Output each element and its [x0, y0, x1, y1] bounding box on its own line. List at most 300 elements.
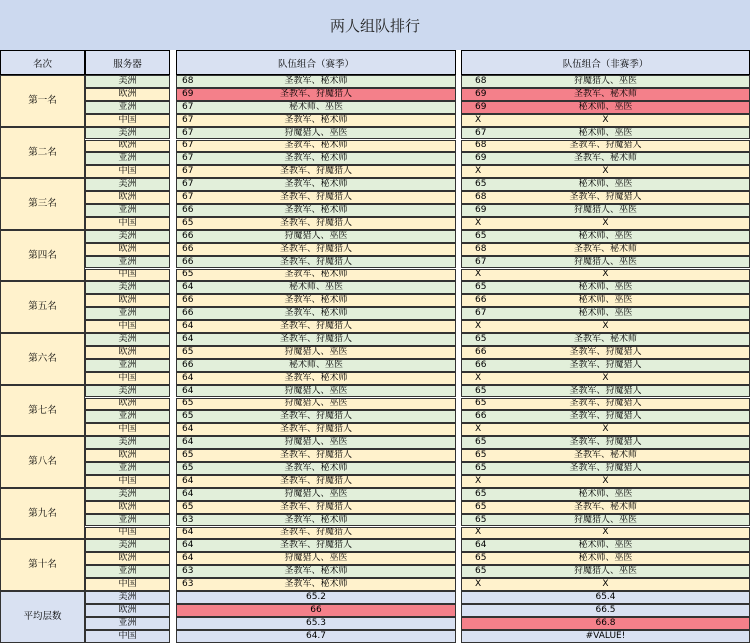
season-team: 圣教军、狩魔猎人: [279, 540, 352, 551]
offseason-team: 圣教军、秘术师: [573, 243, 637, 254]
offseason-score: 65: [475, 566, 487, 577]
offseason-score: 65: [475, 501, 487, 512]
season-cell[interactable]: [176, 217, 456, 230]
season-score: 67: [182, 114, 194, 125]
season-score: 64: [182, 282, 194, 293]
offseason-team: 秘术师、巫医: [578, 282, 633, 293]
season-score: 63: [182, 566, 194, 577]
season-score: 65: [182, 398, 194, 409]
season-score: 64: [182, 553, 194, 564]
offseason-score: 65: [475, 333, 487, 344]
season-score: 63: [182, 579, 194, 590]
offseason-score: X: [475, 475, 482, 486]
season-cell[interactable]: [176, 436, 456, 449]
offseason-team: 秘术师、巫医: [578, 553, 633, 564]
offseason-cell[interactable]: [461, 230, 750, 243]
offseason-score: 69: [475, 88, 487, 99]
server-cell[interactable]: 中国: [85, 165, 170, 178]
average-season-value[interactable]: 64.7: [176, 630, 456, 643]
season-team: 圣教军、秘术师: [284, 566, 348, 577]
season-cell[interactable]: [176, 346, 456, 359]
season-cell[interactable]: [176, 410, 456, 423]
offseason-cell[interactable]: [461, 527, 750, 540]
server-cell[interactable]: 中国: [85, 578, 170, 591]
offseason-cell[interactable]: [461, 269, 750, 282]
offseason-cell[interactable]: [461, 436, 750, 449]
season-score: 64: [182, 437, 194, 448]
offseason-score: 67: [475, 308, 487, 319]
offseason-team: 圣教军、秘术师: [573, 333, 637, 344]
header-rank[interactable]: 名次: [0, 50, 85, 75]
server-cell[interactable]: 亚洲: [85, 410, 170, 423]
server-cell[interactable]: 中国: [85, 423, 170, 436]
server-cell[interactable]: 亚洲: [85, 101, 170, 114]
offseason-team: 圣教军、狩魔猎人: [569, 462, 642, 473]
header-server[interactable]: 服务器: [85, 50, 170, 75]
season-team: 秘术师、巫医: [288, 282, 343, 293]
season-team: 狩魔猎人、巫医: [284, 437, 348, 448]
season-score: 66: [182, 256, 194, 267]
server-cell[interactable]: 亚洲: [85, 565, 170, 578]
server-cell[interactable]: 欧洲: [85, 88, 170, 101]
server-cell[interactable]: 亚洲: [85, 514, 170, 527]
season-cell[interactable]: [176, 514, 456, 527]
season-score: 66: [182, 243, 194, 254]
offseason-score: 65: [475, 385, 487, 396]
server-cell[interactable]: 亚洲: [85, 462, 170, 475]
offseason-score: 68: [475, 75, 487, 86]
season-cell[interactable]: [176, 449, 456, 462]
average-season-value[interactable]: 65.3: [176, 617, 456, 630]
season-score: 67: [182, 127, 194, 138]
season-cell[interactable]: [176, 578, 456, 591]
offseason-cell[interactable]: [461, 217, 750, 230]
season-cell[interactable]: [176, 552, 456, 565]
offseason-score: 65: [475, 462, 487, 473]
season-score: 69: [182, 88, 194, 99]
season-cell[interactable]: [176, 423, 456, 436]
server-cell[interactable]: 亚洲: [85, 256, 170, 269]
offseason-cell[interactable]: [461, 501, 750, 514]
server-cell[interactable]: 欧洲: [85, 191, 170, 204]
offseason-cell[interactable]: [461, 127, 750, 140]
offseason-cell[interactable]: [461, 346, 750, 359]
season-score: 66: [182, 308, 194, 319]
server-cell[interactable]: 欧洲: [85, 140, 170, 153]
season-team: 狩魔猎人、巫医: [284, 488, 348, 499]
season-team: 圣教军、狩魔猎人: [279, 450, 352, 461]
rank-label[interactable]: 第六名: [0, 333, 85, 385]
offseason-score: 64: [475, 540, 487, 551]
offseason-team: 狩魔猎人、巫医: [573, 204, 637, 215]
season-score: 64: [182, 321, 194, 332]
offseason-score: 65: [475, 488, 487, 499]
header-season[interactable]: 队伍组合（赛季）: [176, 50, 456, 75]
season-cell[interactable]: [176, 294, 456, 307]
offseason-cell[interactable]: [461, 256, 750, 269]
season-score: 66: [182, 295, 194, 306]
season-team: 秘术师、巫医: [288, 359, 343, 370]
offseason-cell[interactable]: [461, 462, 750, 475]
offseason-cell[interactable]: [461, 423, 750, 436]
offseason-score: 65: [475, 398, 487, 409]
season-team: 圣教军、秘术师: [284, 579, 348, 590]
season-cell[interactable]: [176, 398, 456, 411]
offseason-team: X: [602, 579, 609, 590]
offseason-score: 66: [475, 346, 487, 357]
season-team: 圣教军、狩魔猎人: [279, 217, 352, 228]
offseason-cell[interactable]: [461, 75, 750, 88]
season-score: 64: [182, 385, 194, 396]
season-cell[interactable]: [176, 88, 456, 101]
average-server-cell[interactable]: 亚洲: [85, 617, 170, 630]
season-team: 狩魔猎人、巫医: [284, 385, 348, 396]
server-cell[interactable]: 美洲: [85, 281, 170, 294]
average-season-value[interactable]: 66: [176, 604, 456, 617]
offseason-cell[interactable]: [461, 488, 750, 501]
season-team: 圣教军、狩魔猎人: [279, 424, 352, 435]
offseason-team: X: [602, 527, 609, 538]
offseason-score: 65: [475, 437, 487, 448]
season-team: 圣教军、狩魔猎人: [279, 256, 352, 267]
season-team: 圣教军、秘术师: [284, 114, 348, 125]
average-server-cell[interactable]: 中国: [85, 630, 170, 643]
server-cell[interactable]: 中国: [85, 217, 170, 230]
offseason-team: 狩魔猎人、巫医: [573, 514, 637, 525]
offseason-cell[interactable]: [461, 552, 750, 565]
average-offseason-value[interactable]: 66.5: [461, 604, 750, 617]
offseason-score: 68: [475, 243, 487, 254]
season-cell[interactable]: [176, 307, 456, 320]
average-season-value[interactable]: 65.2: [176, 591, 456, 604]
offseason-cell[interactable]: [461, 88, 750, 101]
season-team: 圣教军、狩魔猎人: [279, 321, 352, 332]
season-cell[interactable]: [176, 75, 456, 88]
server-cell[interactable]: 美洲: [85, 488, 170, 501]
offseason-score: X: [475, 579, 482, 590]
offseason-team: 圣教军、狩魔猎人: [569, 437, 642, 448]
season-team: 狩魔猎人、巫医: [284, 398, 348, 409]
season-score: 64: [182, 527, 194, 538]
offseason-cell[interactable]: [461, 243, 750, 256]
season-score: 65: [182, 501, 194, 512]
offseason-team: 圣教军、狩魔猎人: [569, 359, 642, 370]
season-team: 圣教军、狩魔猎人: [279, 166, 352, 177]
server-cell[interactable]: 美洲: [85, 385, 170, 398]
offseason-score: 69: [475, 101, 487, 112]
season-cell[interactable]: [176, 385, 456, 398]
rank-label[interactable]: 第五名: [0, 281, 85, 333]
season-score: 67: [182, 179, 194, 190]
average-server-cell[interactable]: 欧洲: [85, 604, 170, 617]
server-cell[interactable]: 中国: [85, 320, 170, 333]
offseason-score: 66: [475, 411, 487, 422]
season-cell[interactable]: [176, 165, 456, 178]
offseason-cell[interactable]: [461, 578, 750, 591]
offseason-team: 圣教军、秘术师: [573, 153, 637, 164]
offseason-cell[interactable]: [461, 152, 750, 165]
season-team: 圣教军、秘术师: [284, 514, 348, 525]
offseason-score: 67: [475, 127, 487, 138]
offseason-score: 65: [475, 282, 487, 293]
offseason-cell[interactable]: [461, 101, 750, 114]
season-team: 圣教军、秘术师: [284, 295, 348, 306]
season-cell[interactable]: [176, 101, 456, 114]
server-cell[interactable]: 欧洲: [85, 398, 170, 411]
rank-label[interactable]: 第二名: [0, 127, 85, 179]
season-team: 圣教军、狩魔猎人: [279, 333, 352, 344]
offseason-team: 狩魔猎人、巫医: [573, 256, 637, 267]
season-cell[interactable]: [176, 256, 456, 269]
offseason-team: 圣教军、狩魔猎人: [569, 411, 642, 422]
season-score: 64: [182, 540, 194, 551]
season-score: 64: [182, 333, 194, 344]
season-team: 狩魔猎人、巫医: [284, 346, 348, 357]
offseason-score: X: [475, 372, 482, 383]
season-score: 67: [182, 153, 194, 164]
offseason-score: 65: [475, 450, 487, 461]
season-team: 秘术师、巫医: [288, 101, 343, 112]
offseason-score: 68: [475, 140, 487, 151]
server-cell[interactable]: 欧洲: [85, 552, 170, 565]
server-cell[interactable]: 欧洲: [85, 449, 170, 462]
season-cell[interactable]: [176, 281, 456, 294]
season-team: 圣教军、狩魔猎人: [279, 411, 352, 422]
offseason-team: 圣教军、秘术师: [573, 88, 637, 99]
offseason-team: X: [602, 372, 609, 383]
season-cell[interactable]: [176, 527, 456, 540]
server-cell[interactable]: 美洲: [85, 230, 170, 243]
season-score: 67: [182, 166, 194, 177]
average-offseason-value[interactable]: 66.8: [461, 617, 750, 630]
offseason-score: X: [475, 166, 482, 177]
offseason-score: 66: [475, 295, 487, 306]
season-score: 65: [182, 450, 194, 461]
rank-label[interactable]: 第十名: [0, 539, 85, 591]
offseason-team: X: [602, 321, 609, 332]
offseason-team: 圣教军、秘术师: [573, 501, 637, 512]
offseason-score: 65: [475, 553, 487, 564]
server-cell[interactable]: 中国: [85, 527, 170, 540]
season-score: 66: [182, 230, 194, 241]
season-cell[interactable]: [176, 127, 456, 140]
rank-label[interactable]: 第八名: [0, 436, 85, 488]
server-cell[interactable]: 亚洲: [85, 204, 170, 217]
offseason-cell[interactable]: [461, 114, 750, 127]
offseason-score: 65: [475, 179, 487, 190]
offseason-team: 圣教军、狩魔猎人: [569, 192, 642, 203]
offseason-score: X: [475, 424, 482, 435]
season-score: 64: [182, 475, 194, 486]
season-team: 圣教军、秘术师: [284, 153, 348, 164]
rank-label[interactable]: 第四名: [0, 230, 85, 282]
offseason-cell[interactable]: [461, 294, 750, 307]
offseason-team: X: [602, 269, 609, 280]
offseason-team: 秘术师、巫医: [578, 127, 633, 138]
season-score: 67: [182, 101, 194, 112]
offseason-team: 圣教军、狩魔猎人: [569, 140, 642, 151]
server-cell[interactable]: 欧洲: [85, 294, 170, 307]
season-score: 65: [182, 462, 194, 473]
offseason-team: 秘术师、巫医: [578, 295, 633, 306]
offseason-team: 秘术师、巫医: [578, 488, 633, 499]
season-cell[interactable]: [176, 140, 456, 153]
season-team: 狩魔猎人、巫医: [284, 127, 348, 138]
offseason-team: 圣教军、狩魔猎人: [569, 346, 642, 357]
offseason-cell[interactable]: [461, 204, 750, 217]
offseason-cell[interactable]: [461, 514, 750, 527]
season-cell[interactable]: [176, 191, 456, 204]
season-team: 圣教军、秘术师: [284, 179, 348, 190]
server-cell[interactable]: 亚洲: [85, 359, 170, 372]
offseason-team: X: [602, 424, 609, 435]
offseason-score: 69: [475, 204, 487, 215]
offseason-cell[interactable]: [461, 475, 750, 488]
season-cell[interactable]: [176, 114, 456, 127]
season-score: 64: [182, 424, 194, 435]
season-score: 65: [182, 217, 194, 228]
season-team: 圣教军、秘术师: [284, 75, 348, 86]
rank-label[interactable]: 第七名: [0, 385, 85, 437]
offseason-cell[interactable]: [461, 565, 750, 578]
offseason-score: X: [475, 217, 482, 228]
offseason-score: 68: [475, 192, 487, 203]
offseason-team: X: [602, 166, 609, 177]
season-team: 狩魔猎人、巫医: [284, 230, 348, 241]
season-score: 68: [182, 75, 194, 86]
offseason-cell[interactable]: [461, 165, 750, 178]
offseason-score: 65: [475, 514, 487, 525]
server-cell[interactable]: 欧洲: [85, 501, 170, 514]
offseason-cell[interactable]: [461, 398, 750, 411]
season-team: 狩魔猎人、巫医: [284, 553, 348, 564]
offseason-score: 67: [475, 256, 487, 267]
season-score: 63: [182, 514, 194, 525]
season-score: 67: [182, 192, 194, 203]
season-cell[interactable]: [176, 178, 456, 191]
server-cell[interactable]: 美洲: [85, 436, 170, 449]
server-cell[interactable]: 美洲: [85, 127, 170, 140]
average-label[interactable]: 平均层数: [0, 591, 85, 643]
season-cell[interactable]: [176, 230, 456, 243]
season-cell[interactable]: [176, 359, 456, 372]
offseason-score: X: [475, 269, 482, 280]
offseason-cell[interactable]: [461, 539, 750, 552]
server-cell[interactable]: 亚洲: [85, 152, 170, 165]
season-team: 圣教军、秘术师: [284, 462, 348, 473]
season-cell[interactable]: [176, 501, 456, 514]
season-team: 圣教军、狩魔猎人: [279, 88, 352, 99]
offseason-cell[interactable]: [461, 307, 750, 320]
offseason-team: X: [602, 217, 609, 228]
season-cell[interactable]: [176, 488, 456, 501]
offseason-team: X: [602, 475, 609, 486]
offseason-score: 65: [475, 230, 487, 241]
offseason-team: X: [602, 114, 609, 125]
offseason-cell[interactable]: [461, 178, 750, 191]
offseason-cell[interactable]: [461, 140, 750, 153]
season-team: 圣教军、秘术师: [284, 372, 348, 383]
season-team: 圣教军、秘术师: [284, 269, 348, 280]
season-cell[interactable]: [176, 204, 456, 217]
season-cell[interactable]: [176, 333, 456, 346]
offseason-team: 圣教军、狩魔猎人: [569, 385, 642, 396]
offseason-cell[interactable]: [461, 372, 750, 385]
offseason-team: 圣教军、秘术师: [573, 450, 637, 461]
season-team: 圣教军、狩魔猎人: [279, 475, 352, 486]
offseason-cell[interactable]: [461, 320, 750, 333]
season-score: 65: [182, 346, 194, 357]
offseason-cell[interactable]: [461, 385, 750, 398]
season-cell[interactable]: [176, 475, 456, 488]
season-cell[interactable]: [176, 320, 456, 333]
season-cell[interactable]: [176, 243, 456, 256]
season-cell[interactable]: [176, 372, 456, 385]
rank-label[interactable]: 第三名: [0, 178, 85, 230]
offseason-cell[interactable]: [461, 191, 750, 204]
server-cell[interactable]: 中国: [85, 269, 170, 282]
server-cell[interactable]: 中国: [85, 372, 170, 385]
season-team: 圣教军、狩魔猎人: [279, 501, 352, 512]
season-cell[interactable]: [176, 462, 456, 475]
season-team: 圣教军、秘术师: [284, 308, 348, 319]
offseason-score: X: [475, 114, 482, 125]
offseason-cell[interactable]: [461, 359, 750, 372]
offseason-cell[interactable]: [461, 449, 750, 462]
offseason-team: 狩魔猎人、巫医: [573, 566, 637, 577]
season-score: 67: [182, 140, 194, 151]
server-cell[interactable]: 欧洲: [85, 346, 170, 359]
average-offseason-value[interactable]: #VALUE!: [461, 630, 750, 643]
season-cell[interactable]: [176, 152, 456, 165]
season-score: 66: [182, 204, 194, 215]
season-score: 66: [182, 359, 194, 370]
offseason-score: X: [475, 321, 482, 332]
season-team: 圣教军、狩魔猎人: [279, 243, 352, 254]
season-team: 圣教军、秘术师: [284, 204, 348, 215]
server-cell[interactable]: 中国: [85, 475, 170, 488]
header-offseason[interactable]: 队伍组合（非赛季）: [461, 50, 750, 75]
server-cell[interactable]: 美洲: [85, 333, 170, 346]
offseason-score: 66: [475, 359, 487, 370]
season-team: 圣教军、狩魔猎人: [279, 527, 352, 538]
offseason-cell[interactable]: [461, 281, 750, 294]
season-cell[interactable]: [176, 269, 456, 282]
season-team: 圣教军、狩魔猎人: [279, 192, 352, 203]
season-cell[interactable]: [176, 565, 456, 578]
server-cell[interactable]: 美洲: [85, 75, 170, 88]
season-cell[interactable]: [176, 539, 456, 552]
offseason-score: X: [475, 527, 482, 538]
season-score: 65: [182, 269, 194, 280]
offseason-team: 秘术师、巫医: [578, 179, 633, 190]
rank-label[interactable]: 第九名: [0, 488, 85, 540]
server-cell[interactable]: 美洲: [85, 178, 170, 191]
offseason-cell[interactable]: [461, 333, 750, 346]
server-cell[interactable]: 亚洲: [85, 307, 170, 320]
season-score: 64: [182, 488, 194, 499]
season-score: 64: [182, 372, 194, 383]
server-cell[interactable]: 欧洲: [85, 243, 170, 256]
average-server-cell[interactable]: 美洲: [85, 591, 170, 604]
offseason-cell[interactable]: [461, 410, 750, 423]
offseason-team: 秘术师、巫医: [578, 540, 633, 551]
offseason-team: 圣教军、狩魔猎人: [569, 398, 642, 409]
server-cell[interactable]: 中国: [85, 114, 170, 127]
average-offseason-value[interactable]: 65.4: [461, 591, 750, 604]
rank-label[interactable]: 第一名: [0, 75, 85, 127]
server-cell[interactable]: 美洲: [85, 539, 170, 552]
